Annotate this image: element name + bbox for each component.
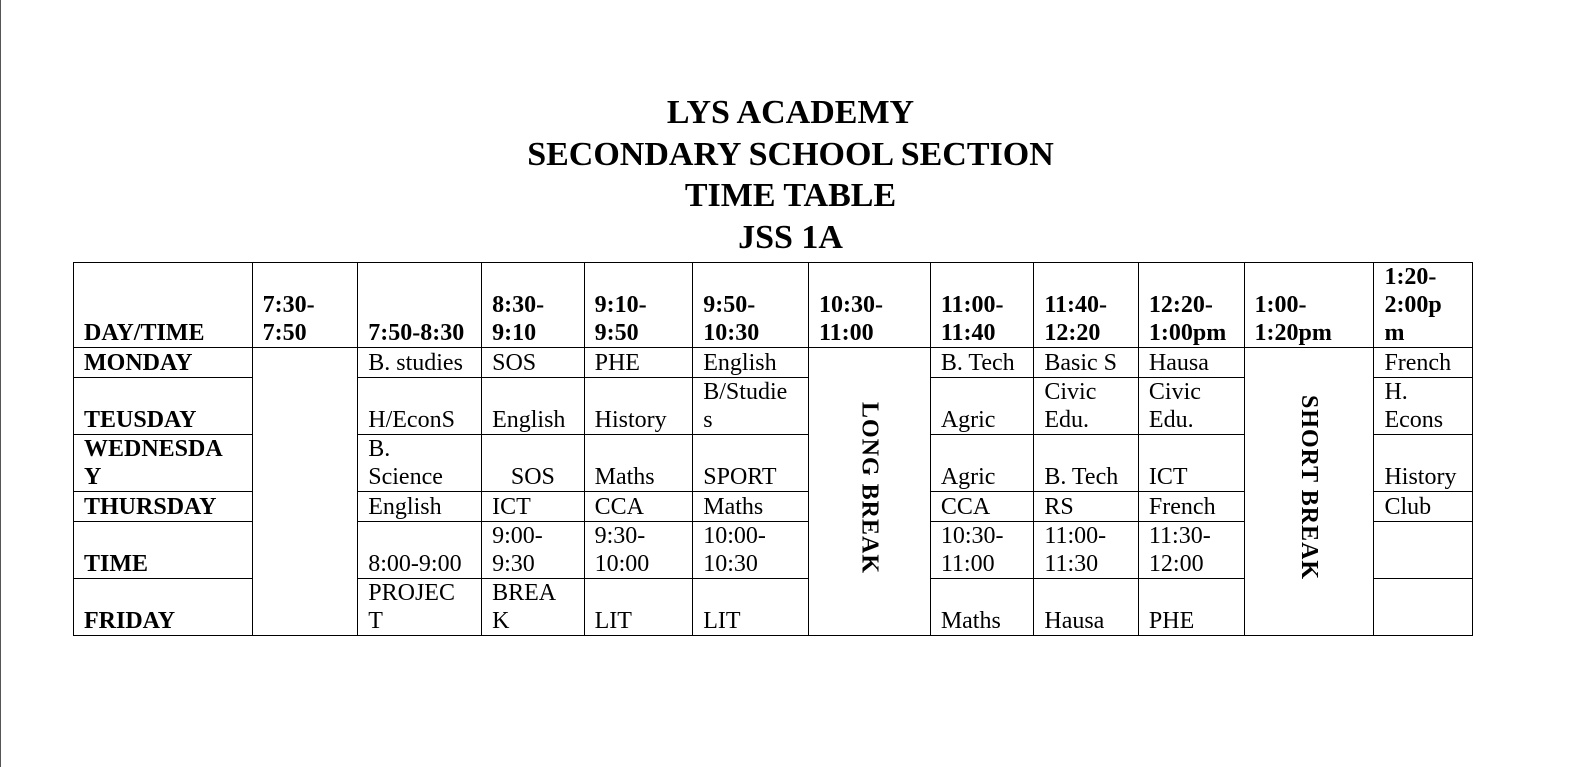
subject-cell [1374,579,1473,636]
subject-cell: Basic S [1034,348,1139,378]
subject-cell: English [358,492,482,522]
header-cell: DAY/TIME [74,263,253,348]
subject-cell: Hausa [1138,348,1244,378]
day-cell: FRIDAY [74,579,253,636]
subject-cell: SPORT [693,435,809,492]
subject-cell: B/Studie s [693,378,809,435]
subject-cell: H/EconS [358,378,482,435]
header-cell: 1:00- 1:20pm [1244,263,1374,348]
subject-cell: Hausa [1034,579,1139,636]
subject-cell: Club [1374,492,1473,522]
day-cell: THURSDAY [74,492,253,522]
time-cell: 8:00-9:00 [358,522,482,579]
subject-cell: Civic Edu. [1138,378,1244,435]
subject-cell: French [1374,348,1473,378]
subject-cell: RS [1034,492,1139,522]
short-break-label: SHORT BREAK [1295,395,1322,581]
time-cell: 9:00- 9:30 [482,522,585,579]
time-cell: 10:00- 10:30 [693,522,809,579]
subject-cell: B. studies [358,348,482,378]
timetable [73,262,1473,636]
subject-cell: Maths [930,579,1034,636]
time-cell: 11:30- 12:00 [1138,522,1244,579]
day-cell: TEUSDAY [74,378,253,435]
header-cell: 9:10- 9:50 [584,263,693,348]
subject-cell: PHE [1138,579,1244,636]
empty-column-730 [252,348,358,636]
header-cell: 10:30- 11:00 [808,263,930,348]
subject-cell: CCA [930,492,1034,522]
day-cell: WEDNESDA Y [74,435,253,492]
subject-cell: B. Science [358,435,482,492]
subject-cell: H. Econs [1374,378,1473,435]
subject-cell: English [693,348,809,378]
header-cell: 9:50- 10:30 [693,263,809,348]
document-heading [0,92,1581,258]
subject-cell: LIT [693,579,809,636]
header-cell: 11:40- 12:20 [1034,263,1139,348]
subject-cell: French [1138,492,1244,522]
section-name: SECONDARY SCHOOL SECTION [527,135,1054,173]
subject-cell: ICT [1138,435,1244,492]
header-cell: 11:00- 11:40 [930,263,1034,348]
subject-cell: Agric [930,435,1034,492]
subject-cell: Agric [930,378,1034,435]
long-break-label: LONG BREAK [856,401,883,575]
time-cell: 11:00- 11:30 [1034,522,1139,579]
subject-cell: B. Tech [1034,435,1139,492]
header-cell: 1:20- 2:00p m [1374,263,1473,348]
time-cell [1374,522,1473,579]
subject-cell: Maths [584,435,693,492]
subject-cell: CCA [584,492,693,522]
subject-cell: PROJEC T [358,579,482,636]
class-name: JSS 1A [738,218,843,256]
subject-cell: SOS [482,435,585,492]
subject-cell: SOS [482,348,585,378]
long-break-cell [808,348,930,636]
document-title: TIME TABLE [684,177,897,214]
subject-cell: B. Tech [930,348,1034,378]
subject-cell: History [1374,435,1473,492]
subject-cell: Civic Edu. [1034,378,1139,435]
header-cell: 12:20- 1:00pm [1138,263,1244,348]
short-break-cell [1244,348,1374,636]
day-cell: MONDAY [74,348,253,378]
header-row [74,263,1473,348]
subject-cell: Maths [693,492,809,522]
header-cell: 7:30- 7:50 [252,263,358,348]
time-cell: 9:30- 10:00 [584,522,693,579]
header-cell: 8:30- 9:10 [482,263,585,348]
subject-cell: PHE [584,348,693,378]
subject-cell: English [482,378,585,435]
header-cell: 7:50-8:30 [358,263,482,348]
subject-cell: BREA K [482,579,585,636]
day-cell: TIME [74,522,253,579]
subject-cell: LIT [584,579,693,636]
subject-cell: History [584,378,693,435]
time-cell: 10:30- 11:00 [930,522,1034,579]
subject-cell: ICT [482,492,585,522]
table-row [74,348,1473,378]
school-name: LYS ACADEMY [666,94,915,131]
